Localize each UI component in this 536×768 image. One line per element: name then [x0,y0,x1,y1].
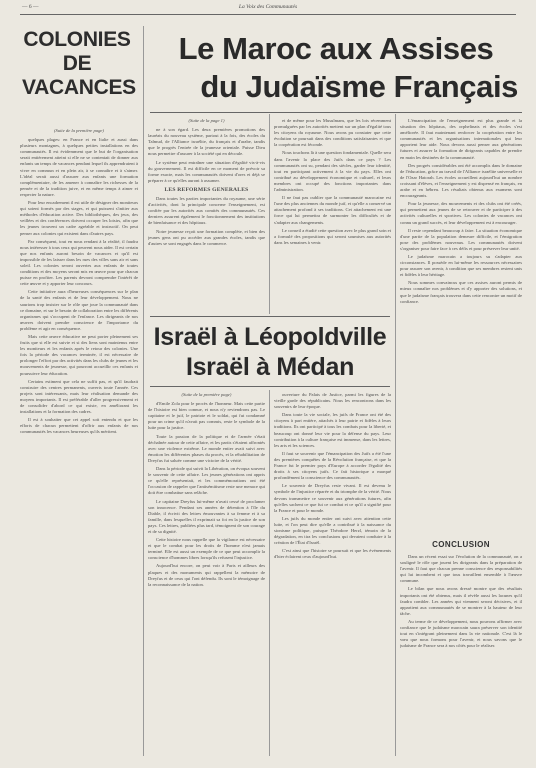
mid-rule-top [150,316,390,317]
israel-headline-line-2: Israël à Médan [185,353,355,381]
page-header [0,0,536,18]
maroc-body-column-1: (Suite de la page 1) ne à son égard. Les deux premières promotions des lauréats du nouveau système, partout à la fois, des écoles du Talmud, de l'Alliance israélite, du français et d'arabe, tandis que le progrès l'entrée de la jeunesse orientale. Puisse Dieu nous permettre d'assurer à la société qui en découle. Le système peut entraîner une situation d'égalité vis-à-vis du gouvernement. Il est difficile en ce moment de prévoir sa forme exacte, mais les communautés doivent d'ores et déjà se préparer à ce qu'elles auront à assumer. LES REFORMES GENERALES Dans toutes les parties importantes du royaume, une série d'activités, dont la principale concerne l'enseignement, est confiée par les autorités aux comités des communautés. Ces derniers assurent également le fonctionnement des institutions de bienfaisance et des hôpitaux. Notre jeunesse reçoit une formation complète, et bien des jeunes gens ont pu accéder aux grandes écoles, tandis que d'autres se sont engagés dans le commerce. [148,118,265,246]
continuation-note: (Suite de la première page) [54,128,104,133]
colonies-de-vacances-headline: COLONIES DE VACANCES [22,28,136,99]
israel-continuation-note: (Suite de la première page) [181,392,232,397]
headline-rule [150,112,522,113]
maroc-body-column-3: L'émancipation de l'enseignement est plus grande et la situation des hôpitaux, des orphelinats et des écoles s'est améliorée. Il faut maintenant renforcer la coopération entre les communautés et les organisations internationales qui leur apportent leur aide. Nous devons aussi penser aux générations futures et assurer la formation de dirigeants capables de prendre en main les destinées de la communauté. Des progrès considérables ont été accomplis dans le domaine de l'éducation, grâce au travail de l'Alliance israélite universelle et de l'Ozar Hatorah. Les écoles accueillent aujourd'hui un nombre croissant d'élèves, et l'enseignement y est dispensé en français, en arabe et en hébreu. Les résultats obtenus aux examens sont encourageants. Pour la jeunesse, des mouvements et des clubs ont été créés, qui permettent aux jeunes de se retrouver et de participer à des activités culturelles et sportives. Les colonies de vacances ont connu un grand succès, et leur développement est à encourager. Il reste cependant beaucoup à faire. La situation économique d'une partie de la population demeure difficile, et l'émigration pose des problèmes nouveaux. Les communautés doivent s'organiser pour faire face à ces défis et pour préserver leur unité. Le judaïsme marocain a toujours su s'adapter aux circonstances. Il possède en lui-même les ressources nécessaires pour assurer son avenir, à condition que ses membres restent unis et fidèles à leur héritage. Nous sommes convaincus que ces assises auront permis de mieux connaître nos problèmes et d'y apporter des solutions, et que le judaïsme français trouvera dans cette rencontre un motif de confiance. [400,118,522,304]
section-heading-reformes: LES REFORMES GENERALES [164,186,249,193]
conclusion-heading: CONCLUSION [432,540,490,549]
maroc-body-column-2: et de même pour les Musulmans, que les lois récemment promulguées par les autorités mettent sur un plan d'égalité tous les citoyens du royaume. Nous avons pu constater que cette évolution se poursuit dans des conditions satisfaisantes et que la coopération est féconde. Nous touchons là à une question fondamentale. Quelle sera dans l'avenir la place des Juifs dans ce pays ? Les communautés ont su, pendant des siècles, garder leur identité, tout en participant activement à la vie du pays. Elles ont contribué au développement économique et culturel, et leurs membres ont occupé des fonctions importantes dans l'administration. Il ne faut pas oublier que la communauté marocaine est l'une des plus anciennes du monde juif, et qu'elle a conservé un attachement profond à ses traditions. Cet attachement est une force qui lui permettra de surmonter les difficultés et de s'adapter aux changements. Le conseil a étudié cette question avec le plus grand soin et a formulé des propositions qui seront soumises aux autorités dans les semaines à venir. [274,118,391,245]
maroc-assises-headline [150,30,522,106]
column-divider-4 [269,390,270,756]
column-divider-2 [269,114,270,314]
colonies-body-column: (Suite de la première page) quelques plages: en France et en Italie et aussi dans plusieurs montagnes, à quelques petites installations en des communautés. Il est évidemment que le but de l'organisation serait entièrement atteint si elle ne se contentait de donner aux enfants un temps de vacances pendant lequel ils apprendraient à vivre en commun et en plein air, à se connaître et à s'aimer. L'idéal serait aussi d'assurer aux enfants une formation complémentaire, de les amener à connaître les richesses de la pensée et de la tradition juive, et en même temps à aimer et respecter la nature. Pour leur encadrement il est utile de désigner des moniteurs qui soient formés par des stages, et qui puissent s'initier aux méthodes d'éducation active. Des bibliothèques, des jeux, des veillées et des conférences doivent occuper les loisirs, afin que les jeunes trouvent un cadre agréable et instructif. On peut penser aux colonies qui existent dans d'autres pays. Par conséquent, tout en nous rendant à la réalité, il faudra nous intéresser à tous ceux qui peuvent nous aider. Il est certain que nos enfants auront besoin de vacances et qu'il est impossible de les laisser dans les rues des villes sans air et sans soleil. Les colonies seront ouvertes aux enfants de toutes conditions et des moyens seront mis en œuvre pour que chacun puisse en profiter. Les parents devront comprendre l'intérêt de cette œuvre et y apporter leur concours. Cette initiative aura d'heureuses conséquences sur le plan de la santé des enfants et de leur développement. Nous ne saurions trop insister sur le rôle que joue la communauté dans ce domaine, et sur le besoin de collaboration entre les différents organismes qui s'occupent de l'enfance. Les dirigeants de nos œuvres doivent prendre conscience de l'importance du problème et agir en conséquence. Mais cette œuvre éducative ne peut porter pleinement ses fruits que si elle est suivie et si des liens sont maintenus entre les moniteurs et les enfants après le retour des colonies. Une fois la période des vacances terminée, il est nécessaire de prolonger l'effort par des activités dans les clubs de jeunes et les mouvements de jeunesse, qui pourront accueillir ces enfants et poursuivre leur éducation. Certains estiment que cela ne suffit pas, et qu'il faudrait construire des centres permanents, ouverts toute l'année. Ces projets sont intéressants, mais leur réalisation demande des moyens importants. Il est préférable d'aller progressivement et de consolider d'abord ce qui existe, en améliorant les installations et la formation des cadres. Il est à souhaiter que cet appel soit entendu et que les efforts de chacun permettent d'offrir aux enfants de nos communautés les vacances heureuses qu'ils méritent. [20,128,138,435]
conclusion-body-column: Dans un récent essai sur l'évolution de la communauté, on a souligné le rôle que jouent les dirigeants dans la préparation de l'avenir. Il faut que chacun prenne conscience des responsabilités qui lui incombent et que tous travaillent ensemble à l'œuvre commune. Le bilan que nous avons dressé montre que des résultats importants ont été obtenus, mais il révèle aussi les lacunes qu'il faudra combler. Les années qui viennent seront décisives, et il appartient aux communautés de se montrer à la hauteur de leur tâche. Au terme de ce développement, nous pouvons affirmer avec confiance que le judaïsme marocain saura préserver son identité tout en s'intégrant pleinement dans la vie nationale. C'est là le vœu que nous formons pour l'avenir, et nous savons que le judaïsme de France sera à nos côtés pour le réaliser. [400,554,522,649]
israel-body-column-2: ouverture du Palais de Justice, parmi les figures de la vieille garde des républicains. Nous les rencontrons dans les souvenirs de leur époque. Dans toute la vie sociale, les juifs de France ont été des citoyens à part entière, attachés à leur patrie et fidèles à leurs traditions. Ils ont participé à tous les combats pour la liberté, et beaucoup ont donné leur vie pour la défense du pays. Leur contribution à la culture française est immense, dans les lettres, les arts et les sciences. Il faut se souvenir que l'émancipation des Juifs a été l'une des premières conquêtes de la Révolution française, et que la France fut le premier pays d'Europe à accorder l'égalité des droits à ses citoyens juifs. Ce fait historique a marqué profondément la conscience des communautés. Le souvenir de Dreyfus reste vivant. Il est devenu le symbole de l'injustice réparée et du triomphe de la vérité. Nous devons transmettre ce souvenir aux générations futures, afin qu'elles sachent ce que fut ce combat et ce qu'il a signifié pour la France et pour le monde. Les juifs du monde entier ont suivi avec attention cette lutte, et l'on peut dire qu'elle a contribué à la naissance du sionisme politique, puisque Théodore Herzl, témoin de la dégradation, en tira les conclusions qui devaient conduire à la création de l'État d'Israël. C'est ainsi que l'histoire se poursuit et que les événements d'hier éclairent ceux d'aujourd'hui. [274,392,391,560]
mid-rule-bottom [150,386,390,387]
journal-title: La Voix des Communautés [238,4,298,10]
column-divider-3 [395,114,396,756]
page-number: — 6 — [22,4,39,10]
headline-line-1: Le Maroc aux Assises [178,31,494,66]
column-divider-1 [143,26,144,756]
header-rule [20,14,516,15]
israel-body-column-1: (Suite de la première page) d'Emile Zola pour le procès de l'honneur. Mais cette partie de l'histoire est bien connue, et nous n'y reviendrons pas. Le capitaine et le juif, le patriote et le soldat, qui fut condamné pour un crime qu'il n'avait pas commis, reste le symbole de la lutte pour la justice. Toute la passion de la politique et de l'armée s'était déchaînée autour de cette affaire, et les partis s'étaient affrontés avec une violence extrême. Le monde entier avait suivi avec émotion les différentes phases du procès, et la réhabilitation de Dreyfus fut saluée comme une victoire de la vérité. Dans la période qui suivit la Libération, on évoqua souvent le souvenir de cette affaire. Les jeunes générations ont appris ce qu'elle représentait, et les commémorations ont été l'occasion de rappeler que l'antisémitisme reste une menace qui doit être combattue sans relâche. Le capitaine Dreyfus lui-même n'avait cessé de proclamer son innocence. Pendant ses années de détention à l'île du Diable, il écrivit des lettres émouvantes à sa femme et à sa famille, dans lesquelles il exprimait sa foi en la justice de son pays. Ces lettres, publiées plus tard, témoignent de son courage et de sa dignité. Cette histoire nous rappelle que la vigilance est nécessaire et que le combat pour les droits de l'homme n'est jamais terminé. Elle est aussi un exemple de ce que peut accomplir la conscience d'hommes libres lorsqu'ils refusent l'injustice. Aujourd'hui encore, on peut voir à Paris et ailleurs des plaques et des monuments qui rappellent la mémoire de Dreyfus et de ceux qui l'ont défendu. Ils sont le témoignage de la reconnaissance de la nation. [148,392,265,587]
israel-headline-line-1: Israël à Léopoldville [153,323,387,351]
maroc-continuation-note: (Suite de la page 1) [188,118,225,123]
headline-line-2: du Judaïsme Français [200,69,518,104]
israel-leopoldville-headline [152,322,388,382]
